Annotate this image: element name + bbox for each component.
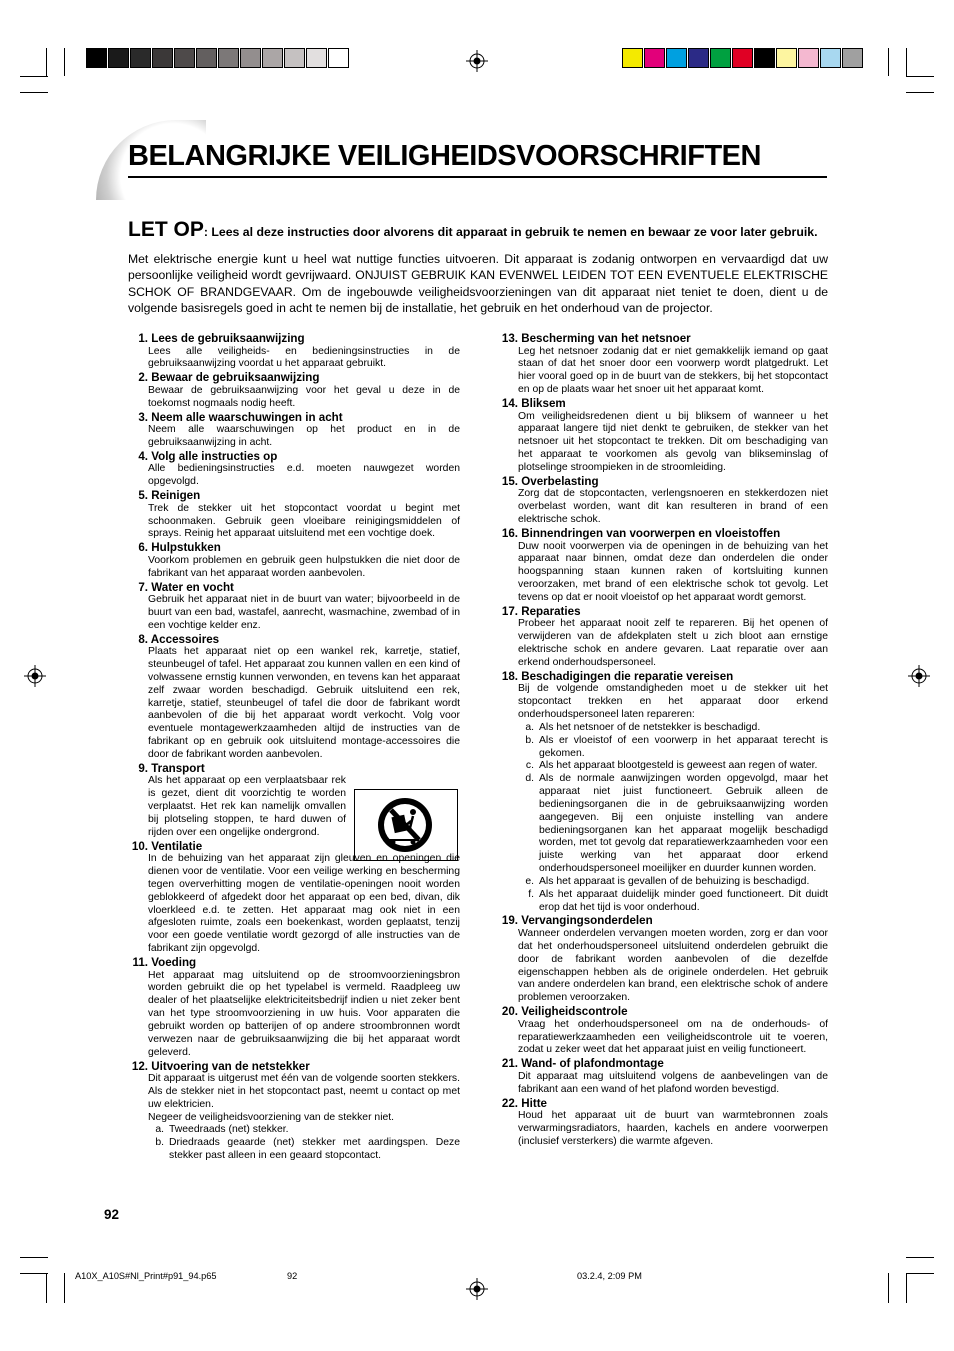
sub-letter: d. bbox=[525, 773, 534, 785]
crop-mark bbox=[46, 48, 47, 76]
item-heading bbox=[494, 397, 828, 411]
item-title: Water en vocht bbox=[151, 580, 234, 594]
item-body-extra: Negeer de veiligheidsvoorziening van de stekker niet. bbox=[148, 1111, 395, 1123]
sub-item bbox=[518, 773, 828, 876]
item-heading bbox=[124, 371, 460, 385]
right-column bbox=[494, 332, 828, 1149]
color-swatch bbox=[284, 48, 305, 68]
crop-mark bbox=[20, 1257, 48, 1258]
item-title: Ventilatie bbox=[151, 839, 203, 853]
item-heading bbox=[124, 633, 460, 647]
sub-item bbox=[148, 1137, 460, 1163]
color-swatch bbox=[152, 48, 173, 68]
list-item bbox=[494, 475, 828, 527]
item-number: 3. bbox=[138, 410, 148, 424]
item-body: Wanneer onderdelen vervangen moeten worden, zorg er dan voor dat het onderhoudspersoneel uitsluitend onderdelen gebruikt die door de fabrikant worden aanbevolen of die dezelfde eigenschappen hebben als de originele onderdelen. Het gebruik van andere onderdelen kan brand, een elektrische schok of andere problemen veroorzaken. bbox=[518, 928, 828, 1004]
sub-item bbox=[518, 889, 828, 915]
page-title: BELANGRIJKE VEILIGHEIDSVOORSCHRIFTEN bbox=[128, 140, 761, 172]
item-number: 19. bbox=[501, 914, 518, 928]
list-item bbox=[124, 450, 460, 489]
item-title: Vervangingsonderdelen bbox=[521, 914, 653, 928]
caution-heading: LET OP bbox=[128, 218, 204, 241]
item-body: Voorkom problemen en gebruik geen hulpstukken die niet door de fabrikant van het apparaat worden aanbevolen. bbox=[148, 554, 460, 579]
crop-mark bbox=[64, 1273, 65, 1303]
sub-text: Als het apparaat duidelijk minder goed functioneert. Dit duidt erop dat het tijd is voor onderhoud. bbox=[539, 888, 828, 913]
item-body: Vraag het onderhoudspersoneel om na de onderhouds- of reparatiewerkzaamheden een veiligheidscontrole uit te voeren, zodat u zeker weet dat het apparaat juist en veilig functioneert. bbox=[518, 1018, 828, 1056]
item-title: Hitte bbox=[521, 1096, 547, 1110]
color-swatch bbox=[842, 48, 863, 68]
footer-date: 03.2.4, 2:09 PM bbox=[577, 1271, 642, 1281]
color-swatch bbox=[710, 48, 731, 68]
item-body: Houd het apparaat uit de buurt van warmtebronnen zoals verwarmingsradiators, haarden, kachels en andere voorwerpen (inclusief versterkers) die warmte afgeven. bbox=[518, 1110, 828, 1147]
list-item bbox=[124, 956, 460, 1060]
color-swatch bbox=[644, 48, 665, 68]
crop-mark bbox=[906, 1257, 934, 1258]
sub-item bbox=[518, 735, 828, 761]
item-number: 1. bbox=[138, 332, 148, 345]
item-heading bbox=[494, 1005, 828, 1019]
item-number: 18. bbox=[501, 669, 518, 683]
item-body: Probeer het apparaat nooit zelf te repareren. Bij het openen of verwijderen van de afdekplaten stelt u zich bloot aan ernstige elektrische schok en andere gevaren. Laat reparatie over aan erkend onderhoudspersoneel. bbox=[518, 618, 828, 668]
sub-text: Tweedraads (net) stekker. bbox=[169, 1124, 289, 1136]
sub-item bbox=[518, 876, 828, 889]
crop-mark bbox=[64, 48, 65, 76]
item-heading bbox=[494, 670, 828, 684]
list-item bbox=[124, 371, 460, 410]
sub-list bbox=[518, 722, 828, 915]
item-heading bbox=[124, 956, 460, 970]
list-item bbox=[124, 633, 460, 762]
item-number: 16. bbox=[501, 526, 518, 540]
sub-text: Als het apparaat is gevallen of de behuizing is beschadigd. bbox=[539, 875, 810, 887]
sub-text: Als het netsnoer of de netstekker is beschadigd. bbox=[539, 721, 761, 733]
color-swatch bbox=[218, 48, 239, 68]
color-swatch bbox=[820, 48, 841, 68]
intro-paragraph: Met elektrische energie kunt u heel wat nuttige functies uitvoeren. Dit apparaat is zodanig ontworpen en vervaardigd dat uw persoonlijke veiligheid wordt gevrijwaard. ONJUIST GEBRUIK KAN EVENWEL LEIDEN TOT EEN EVENTUELE ELEKTRISCHE SCHOK OF BRANDGEVAAR. Om de ingebouwde veiligheidsvoorzieningen van dit apparaat niet teniet te doen, dient u de volgende basisregels goed in acht te nemen bij de installatie, het gebruik en het onderhoud van de projector. bbox=[128, 252, 828, 315]
sub-text: Als er vloeistof of een voorwerp in het apparaat terecht is gekomen. bbox=[539, 734, 828, 759]
item-heading bbox=[494, 475, 828, 489]
list-item bbox=[124, 581, 460, 633]
item-body: Gebruik het apparaat niet in de buurt van water; bijvoorbeeld in de buurt van een bad, wastafel, aanrecht, wasmachine, zwembad of in een vochtige kelder enz. bbox=[148, 594, 460, 631]
grayscale-color-bar bbox=[86, 48, 350, 68]
item-body: Trek de stekker uit het stopcontact voordat u begint met schoonmaken. Gebruik geen vloeibare reinigingsmiddelen of sprays. Reinig het apparaat uitsluitend met een vochtige doek. bbox=[148, 502, 460, 540]
color-swatch bbox=[130, 48, 151, 68]
item-number: 17. bbox=[501, 604, 518, 618]
list-item bbox=[124, 489, 460, 541]
item-body: Lees alle veiligheids- en bedieningsinstructies in de gebruiksaanwijzing voordat u het apparaat gebruikt. bbox=[148, 345, 460, 370]
sub-text: Als het apparaat blootgesteld is geweest aan regen of water. bbox=[539, 760, 818, 772]
crop-mark bbox=[906, 76, 934, 77]
item-heading bbox=[124, 581, 460, 595]
crop-mark bbox=[906, 1273, 934, 1274]
item-body: Duw nooit voorwerpen via de openingen in de behuizing van het apparaat naar binnen, omdat deze dan onderdelen die onder hoogspanning staan kunnen raken of kortsluiting kunnen veroorzaken, met brand of een elektrische schok tot gevolg. Let tevens op dat er nooit vloeistof op het apparaat wordt gemorst. bbox=[518, 540, 828, 603]
color-swatch bbox=[262, 48, 283, 68]
crop-mark bbox=[20, 92, 48, 93]
sub-letter: f. bbox=[528, 888, 534, 900]
color-swatch bbox=[688, 48, 709, 68]
item-body: Neem alle waarschuwingen op het product en in de gebruiksaanwijzing in acht. bbox=[148, 424, 460, 448]
item-heading bbox=[124, 541, 460, 555]
item-heading bbox=[124, 762, 460, 776]
item-title: Binnendringen van voorwerpen en vloeistoffen bbox=[521, 526, 781, 540]
item-body: Om veiligheidsredenen dient u bij bliksem of wanneer u het apparaat langere tijd niet denkt te gebruiken, de stekker van het netsnoer uit het stopcontact te trekken. Dit om beschadiging van het apparaat te voorkomen als gevolg van blikseminslag of plotselinge stroompieken in de stroomleiding. bbox=[518, 410, 828, 473]
item-body: Het apparaat mag uitsluitend op de stroomvoorzieningsbron worden gebruikt die op het typelabel is vermeld. Raadpleeg uw dealer of het plaatselijke elektriciteitsbedrijf indien u niet zeker bent van het type stroomvoorziening in uw huis. Voor apparaten die gebruikt worden op batterijen of op andere stroombronnen wordt verwezen naar de gebruiksaanwijzing die bij het apparaat wordt geleverd. bbox=[148, 969, 460, 1058]
item-body: Plaats het apparaat niet op een wankel rek, karretje, statief, steunbeugel of tafel. Het apparaat zou kunnen vallen en een kind of volwassene ernstig kunnen verwonden, en tevens kan het apparaat zelf zwaar worden beschadigd. Gebruik uitsluitend een rek, karretje, statief, steunbeugel of tafel die door de fabrikant wordt aanbevolen of die bij het apparaat wordt verkocht. Volg voor eventuele montagewerkzaamheden altijd de instructies van de fabrikant op en gebruik ook uitsluitend montage-accessoires die door de fabrikant worden aanbevolen. bbox=[148, 646, 460, 760]
color-swatch bbox=[240, 48, 261, 68]
list-item bbox=[494, 1097, 828, 1149]
item-title: Bescherming van het netsnoer bbox=[521, 332, 691, 345]
sub-text: Als de normale aanwijzingen worden opgevolgd, maar het apparaat niet juist functioneert. Gebruik alleen de bedieningsorganen die in de gebruiksaanwijzing worden aangegeven. Bij een onjuiste instelling van andere bedieningsorganen kan het apparaat mogelijk beschadigd worden, met tot gevolg dat reparatiewerkzaamheden voor een juiste werking van het apparaat door erkend onderhoudspersoneel moeilijker en duurder kunnen worden. bbox=[539, 773, 828, 875]
item-title: Hulpstukken bbox=[151, 541, 221, 555]
item-number: 9. bbox=[138, 761, 148, 775]
item-title: Bewaar de gebruiksaanwijzing bbox=[151, 371, 320, 385]
item-body: Dit apparaat is uitgerust met één van de volgende soorten stekkers. Als de stekker niet in het stopcontact past, neemt u contact op met uw elektricien. bbox=[148, 1073, 460, 1110]
list-item bbox=[494, 914, 828, 1005]
color-swatch bbox=[174, 48, 195, 68]
footer-page: 92 bbox=[287, 1271, 298, 1281]
process-color-bar bbox=[622, 48, 864, 68]
sub-list bbox=[148, 1124, 460, 1163]
crop-mark bbox=[906, 48, 907, 76]
crop-mark bbox=[888, 1273, 889, 1303]
color-swatch bbox=[732, 48, 753, 68]
item-body: Alle bedieningsinstructies e.d. moeten nauwgezet worden opgevolgd. bbox=[148, 463, 460, 488]
item-heading bbox=[494, 1097, 828, 1111]
item-number: 10. bbox=[131, 839, 148, 853]
color-swatch bbox=[754, 48, 775, 68]
item-title: Reinigen bbox=[151, 489, 201, 503]
item-number: 14. bbox=[501, 396, 518, 410]
item-title: Voeding bbox=[151, 956, 197, 969]
registration-mark-icon bbox=[908, 665, 930, 687]
color-swatch bbox=[622, 48, 643, 68]
registration-mark-icon bbox=[466, 50, 488, 72]
item-body: Als het apparaat op een verplaatsbaar rek is gezet, dient dit voorzichtig te worden verplaatst. Het rek kan namelijk omvallen bij plotseling stoppen, te hard duwen of rijden over een ongelijke ondergrond. bbox=[148, 775, 346, 838]
item-body: Bij de volgende omstandigheden moet u de stekker uit het stopcontact trekken en het apparaat door erkend onderhoudspersoneel laten repareren: bbox=[518, 683, 828, 720]
item-heading bbox=[124, 1060, 460, 1074]
color-swatch bbox=[86, 48, 107, 68]
item-title: Overbelasting bbox=[521, 474, 599, 488]
caution-line bbox=[128, 218, 838, 242]
left-column bbox=[124, 332, 460, 1163]
item-number: 4. bbox=[138, 449, 148, 463]
registration-mark-icon bbox=[24, 665, 46, 687]
color-swatch bbox=[108, 48, 129, 68]
item-title: Bliksem bbox=[521, 396, 566, 410]
crop-mark bbox=[20, 76, 48, 77]
cart-tipover-warning-icon bbox=[355, 790, 457, 860]
registration-mark-icon bbox=[466, 1278, 488, 1300]
color-swatch bbox=[328, 48, 349, 68]
item-number: 15. bbox=[501, 474, 518, 488]
list-item bbox=[494, 605, 828, 670]
item-heading bbox=[494, 332, 828, 346]
color-swatch bbox=[666, 48, 687, 68]
item-number: 2. bbox=[138, 371, 148, 385]
list-item bbox=[494, 670, 828, 915]
list-item bbox=[494, 1005, 828, 1057]
item-number: 5. bbox=[138, 489, 148, 503]
item-heading bbox=[124, 332, 460, 346]
item-body: Dit apparaat mag uitsluitend volgens de aanbevelingen van de fabrikant aan een wand of het plafond worden bevestigd. bbox=[518, 1070, 828, 1095]
item-number: 20. bbox=[501, 1005, 518, 1019]
color-swatch bbox=[306, 48, 327, 68]
item-heading bbox=[494, 1057, 828, 1071]
crop-mark bbox=[906, 1273, 907, 1303]
sub-letter: b. bbox=[525, 734, 534, 746]
sub-letter: a. bbox=[155, 1124, 164, 1136]
sub-item bbox=[148, 1124, 460, 1137]
color-swatch bbox=[798, 48, 819, 68]
item-title: Wand- of plafondmontage bbox=[521, 1057, 664, 1071]
list-item bbox=[494, 332, 828, 397]
crop-mark bbox=[906, 92, 934, 93]
item-number: 6. bbox=[138, 541, 148, 555]
item-heading bbox=[124, 489, 460, 503]
item-heading bbox=[494, 605, 828, 619]
crop-mark bbox=[888, 48, 889, 76]
footer-filename: A10X_A10S#Nl_Print#p91_94.p65 bbox=[75, 1271, 217, 1281]
color-swatch bbox=[196, 48, 217, 68]
caution-text: : Lees al deze instructies door alvorens dit apparaat in gebruik te nemen en bewaar ze voor later gebruik. bbox=[203, 225, 818, 239]
list-item bbox=[124, 1060, 460, 1164]
sub-letter: c. bbox=[525, 760, 534, 772]
item-title: Beschadigingen die reparatie vereisen bbox=[521, 669, 734, 683]
sub-item bbox=[518, 760, 828, 773]
item-number: 13. bbox=[501, 332, 518, 345]
crop-mark bbox=[20, 1273, 48, 1274]
item-body: Bewaar de gebruiksaanwijzing voor het geval u deze in de toekomst nogmaals nodig heeft. bbox=[148, 384, 460, 409]
item-heading bbox=[124, 411, 460, 425]
color-swatch bbox=[776, 48, 797, 68]
sub-letter: a. bbox=[525, 721, 534, 733]
list-item bbox=[124, 411, 460, 450]
cart-warning-box bbox=[354, 789, 458, 861]
item-title: Lees de gebruiksaanwijzing bbox=[151, 332, 305, 345]
sub-text: Driedraads geaarde (net) stekker met aardingspen. Deze stekker past alleen in een geaard stopcontact. bbox=[169, 1137, 460, 1162]
item-title: Volg alle instructies op bbox=[151, 449, 278, 463]
sub-letter: e. bbox=[525, 875, 534, 887]
item-body: Leg het netsnoer zodanig dat er niet gemakkelijk iemand op gaat staan of dat het snoer door een voorwerp wordt platgedrukt. Let hier vooral goed op in de buurt van de stekkers, bij het stopcontact en op de plaats waar het snoer uit het apparaat komt. bbox=[518, 345, 828, 396]
sub-letter: b. bbox=[155, 1137, 164, 1149]
list-item bbox=[124, 332, 460, 371]
crop-mark bbox=[46, 1273, 47, 1303]
item-number: 8. bbox=[138, 632, 148, 646]
item-heading bbox=[124, 450, 460, 464]
item-number: 21. bbox=[501, 1057, 518, 1071]
item-number: 11. bbox=[132, 956, 148, 969]
item-body: Zorg dat de stopcontacten, verlengsnoeren en stekkerdozen niet overbelast worden, want dit kan resulteren in brand of een elektrische schok. bbox=[518, 488, 828, 526]
item-heading bbox=[494, 527, 828, 541]
item-title: Transport bbox=[151, 761, 205, 775]
item-title: Neem alle waarschuwingen in acht bbox=[151, 410, 343, 424]
item-title: Uitvoering van de netstekker bbox=[151, 1059, 310, 1073]
page-number: 92 bbox=[104, 1207, 120, 1222]
item-title: Reparaties bbox=[521, 604, 581, 618]
title-rule bbox=[128, 176, 827, 178]
item-heading bbox=[494, 914, 828, 928]
list-item bbox=[494, 527, 828, 605]
sub-item bbox=[518, 722, 828, 735]
list-item bbox=[494, 397, 828, 475]
item-body: In de behuizing van het apparaat zijn gleuven en openingen die dienen voor de ventilatie. Voor een veilige werking en bescherming tegen oververhitting mogen de ventilatie-openingen nooit worden geblokkeerd of afgedekt door het apparaat op een bed, divan, dik vloerkleed e.d. te zetten. Het apparaat mag ook niet in een afgesloten ruimte, zoals een boekenkast, worden geplaatst, tenzij voor een goede ventilatie wordt gezorgd of alle instructies van de fabrikant zijn opgevolgd. bbox=[148, 853, 460, 955]
item-title: Accessoires bbox=[150, 632, 220, 646]
item-number: 12. bbox=[131, 1059, 148, 1073]
item-title: Veiligheidscontrole bbox=[521, 1005, 628, 1019]
item-number: 22. bbox=[501, 1096, 518, 1110]
list-item bbox=[494, 1057, 828, 1096]
item-number: 7. bbox=[138, 580, 148, 594]
list-item bbox=[124, 541, 460, 580]
